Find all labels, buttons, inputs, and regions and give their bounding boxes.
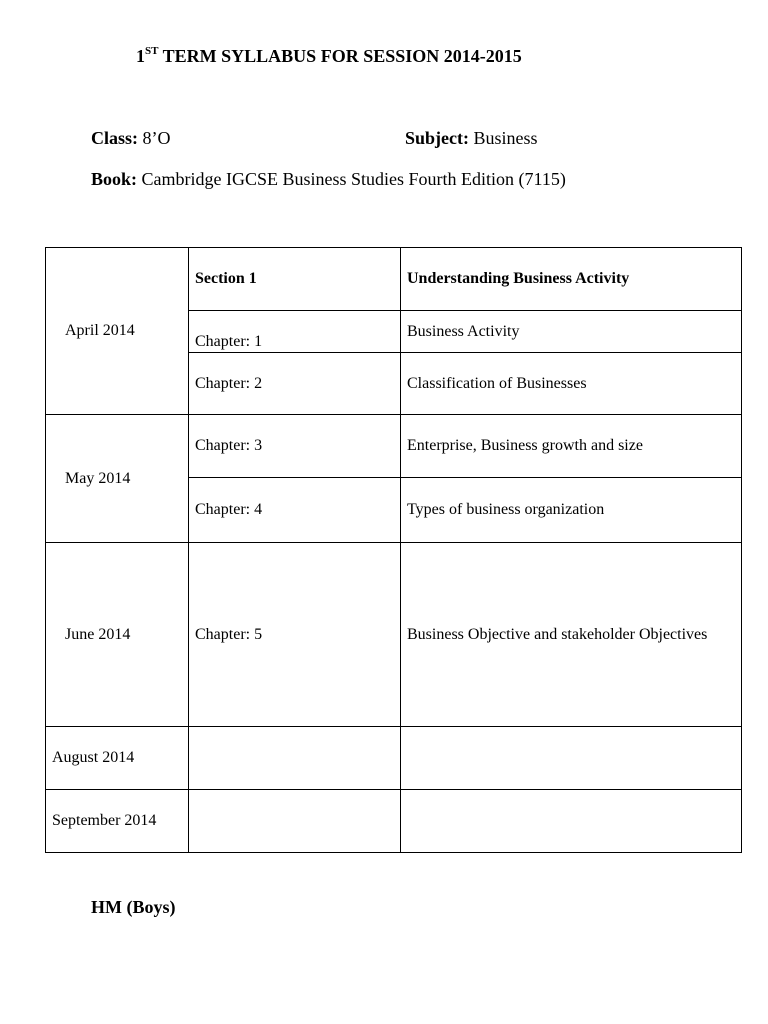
book-line bbox=[91, 169, 566, 190]
table-row bbox=[46, 543, 742, 727]
class-line bbox=[91, 128, 171, 149]
book-label: Book: bbox=[91, 169, 138, 189]
table-row bbox=[46, 790, 742, 853]
footer-signature: HM (Boys) bbox=[91, 897, 176, 917]
topic-cell: Enterprise, Business growth and size bbox=[401, 415, 742, 478]
table-row bbox=[46, 727, 742, 790]
topic-cell: Classification of Businesses bbox=[401, 353, 742, 415]
topic-cell: Types of business organization bbox=[401, 478, 742, 543]
title-ordinal-suffix: ST bbox=[145, 45, 159, 57]
chapter-cell: Chapter: 1 bbox=[189, 311, 401, 353]
month-april: April 2014 bbox=[46, 248, 189, 415]
chapter-cell: Chapter: 4 bbox=[189, 478, 401, 543]
title-text: TERM SYLLABUS FOR SESSION 2014-2015 bbox=[162, 46, 522, 66]
table-row bbox=[46, 415, 742, 478]
empty-cell bbox=[401, 727, 742, 790]
month-june: June 2014 bbox=[46, 543, 189, 727]
subject-line bbox=[405, 128, 538, 149]
section-title: Understanding Business Activity bbox=[401, 248, 742, 311]
subject-value: Business bbox=[473, 128, 538, 148]
chapter-cell: Chapter: 3 bbox=[189, 415, 401, 478]
topic-cell: Business Objective and stakeholder Objectives bbox=[401, 543, 742, 727]
month-may: May 2014 bbox=[46, 415, 189, 543]
chapter-cell: Chapter: 2 bbox=[189, 353, 401, 415]
month-september: September 2014 bbox=[46, 790, 189, 853]
document-title bbox=[136, 46, 522, 67]
syllabus-table bbox=[45, 247, 742, 853]
table-row bbox=[46, 248, 742, 311]
title-ordinal: 1 bbox=[136, 46, 145, 66]
class-label: Class: bbox=[91, 128, 139, 148]
empty-cell bbox=[189, 790, 401, 853]
book-value: Cambridge IGCSE Business Studies Fourth Edition (7115) bbox=[141, 169, 566, 189]
empty-cell bbox=[189, 727, 401, 790]
empty-cell bbox=[401, 790, 742, 853]
topic-cell: Business Activity bbox=[401, 311, 742, 353]
section-label: Section 1 bbox=[189, 248, 401, 311]
subject-label: Subject: bbox=[405, 128, 469, 148]
class-value: 8’O bbox=[142, 128, 171, 148]
chapter-cell: Chapter: 5 bbox=[189, 543, 401, 727]
month-august: August 2014 bbox=[46, 727, 189, 790]
